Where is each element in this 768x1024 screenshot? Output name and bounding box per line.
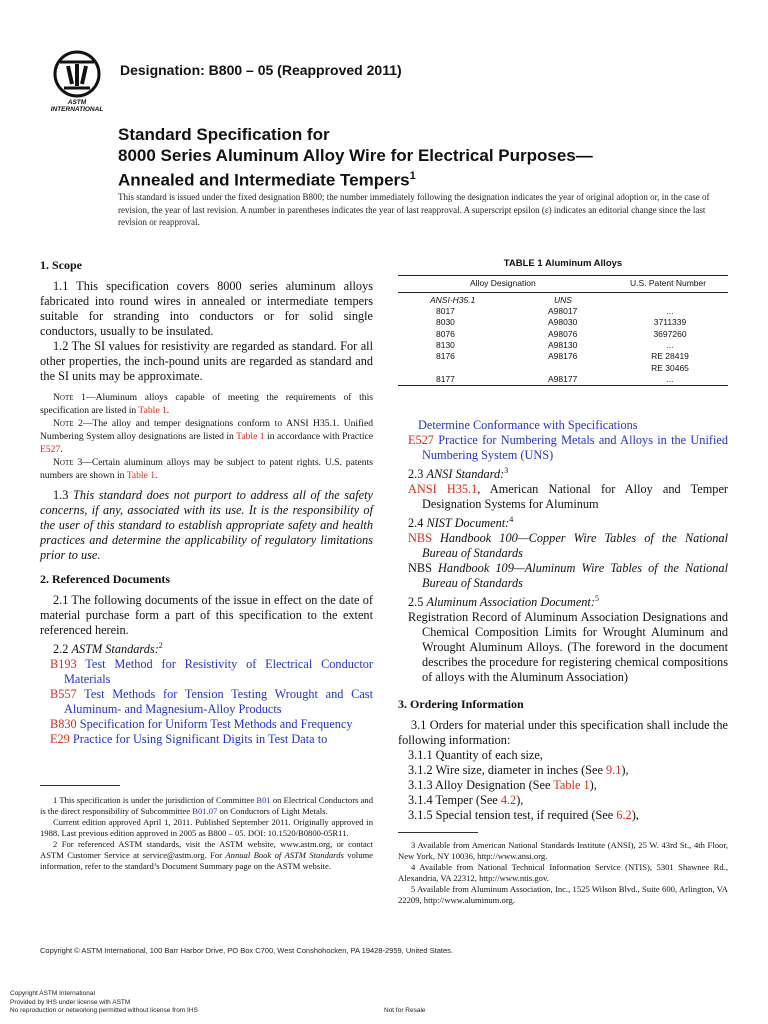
table-1-link[interactable]: Table 1: [236, 431, 265, 442]
ref-b557[interactable]: B557 Test Methods for Tension Testing Wrought and Cast Aluminum- and Magnesium-Alloy Products: [50, 687, 373, 717]
table-cell-patent: ...: [666, 339, 674, 350]
para-2-5: 2.5 Aluminum Association Document:$^5$: [408, 594, 599, 610]
table-cell-patent: ...: [666, 306, 674, 316]
para-1-3: 1.3 This standard does not purport to address all of the safety concerns, if any, associated with its use. It is the responsibility of the user of this standard to establish appropriate safety and health practices and determine the applicability of regulatory limitations prior to use.: [40, 488, 373, 562]
table-cell-uns: A98177: [548, 373, 578, 384]
designation: Designation: B800 – 05 (Reapproved 2011): [120, 62, 402, 78]
table-cell-patent: RE 28419: [651, 351, 689, 362]
title-line-2: 8000 Series Aluminum Alloy Wire for Electrical Purposes—: [118, 146, 593, 165]
section-link[interactable]: Table 1: [553, 778, 590, 793]
table-1: [398, 258, 728, 386]
table-cell-uns: A98017: [548, 306, 578, 316]
subcol-ansi: ANSI-H35.1: [430, 295, 476, 305]
registration-record: Registration Record of Aluminum Association Designations and Chemical Composition Limits for Wrought Aluminum and Wrought Aluminum Alloys. (The foreword in the document describes the procedure for registering chemical compositions of alloys with the Aluminum Association): [408, 610, 728, 685]
issuance-notice: This standard is issued under the fixed designation B800; the number immediately following the designation indicates the year of original adoption or, in the case of revision, the year of last revision. A number in parentheses indicates the year of last reapproval. A superscript epsilon (ε) indicates an editorial change since the last revision or reapproval.: [118, 192, 710, 227]
table-cell-ansi: 8017: [436, 306, 455, 316]
table-cell-ansi: 8176: [436, 351, 455, 362]
table-cell-ansi: 8030: [436, 317, 455, 328]
table-cell-patent: RE 30465: [651, 362, 689, 373]
table-cell-uns: A98076: [548, 328, 578, 339]
table-1-link[interactable]: Table 1: [138, 405, 167, 416]
title-line-3: Annealed and Intermediate Tempers$^1$: [118, 170, 416, 190]
footnote-5: 5 Available from Aluminum Association, Inc., 1525 Wilson Blvd., Suite 600, Arlington, VA 22209, http://www.aluminum.org.: [398, 884, 728, 905]
para-2-2: 2.2 ASTM Standards:$^2$: [53, 641, 163, 657]
ref-e527[interactable]: E527 Practice for Numbering Metals and Alloys in the Unified Numbering System (UNS): [408, 433, 728, 462]
ref-e29[interactable]: E29 Practice for Using Significant Digits in Test Data to: [50, 732, 328, 747]
table-cell-patent: 3711339: [653, 317, 687, 328]
not-for-resale: Not for Resale: [384, 1007, 426, 1014]
table-cell-ansi: 8076: [436, 328, 455, 339]
table-cell-uns: A98130: [548, 339, 578, 350]
license-line-2: Provided by IHS under license with ASTM: [10, 998, 131, 1006]
note-3: Note 3—Certain aluminum alloys may be subject to patent rights. U.S. patents numbers are shown in Table 1.: [40, 457, 373, 481]
footnote-4: 4 Available from National Technical Information Service (NTIS), 5301 Shawnee Rd., Alexandria, VA 22312, http://www.ntis.gov.: [398, 862, 728, 883]
ordering-item: 3.1.1 Quantity of each size,: [408, 748, 543, 763]
section-link[interactable]: 4.2: [500, 793, 517, 808]
scope-heading: 1. Scope: [40, 258, 82, 272]
para-1-1: 1.1 This specification covers 8000 series aluminum alloys fabricated into round wires in annealed or intermediate tempers suitable for stranding into conductors or for solid single conductors, usually to be insulated.: [40, 279, 373, 338]
table-cell-uns: A98176: [548, 351, 578, 362]
ordering-item: 3.1.3 Alloy Designation (See Table 1),: [408, 778, 597, 793]
e527-link[interactable]: E527: [40, 444, 61, 455]
table-caption: TABLE 1 Aluminum Alloys: [503, 258, 623, 269]
ordering-item: 3.1.4 Temper (See 4.2),: [408, 793, 524, 808]
table-cell-uns: A98030: [548, 317, 578, 328]
table-cell-ansi: 8130: [436, 339, 455, 350]
para-3-1: 3.1 Orders for material under this specification shall include the following information:: [398, 718, 728, 748]
note-1: Note 1—Aluminum alloys capable of meeting the requirements of this specification are listed in Table 1.: [40, 392, 373, 416]
footnote-rule: [40, 785, 120, 786]
ref-b830[interactable]: B830 Specification for Uniform Test Methods and Frequency: [50, 717, 353, 732]
license-lines: [10, 990, 198, 1016]
footnote-1: 1 This specification is under the jurisdiction of Committee B01 on Electrical Conductors and is the direct responsibility of Subcommittee B01.07 on Conductors of Light Metals.: [40, 795, 374, 816]
scope-section: [40, 258, 373, 563]
refdocs-heading: 2. Referenced Documents: [40, 572, 171, 586]
ordering-item: 3.1.2 Wire size, diameter in inches (See 9.1),: [408, 763, 629, 778]
table-cell-patent: 3697260: [653, 328, 687, 339]
footnotes-left: [40, 795, 373, 872]
referenced-documents-section: [40, 572, 373, 747]
section-link[interactable]: 9.1: [606, 763, 622, 778]
license-line-3: No reproduction or networking permitted without license from IHS: [10, 1007, 198, 1014]
ordering-items: [398, 748, 728, 823]
logo-text: ASTM INTERNATIONAL: [50, 99, 104, 113]
para-2-4: 2.4 NIST Document:$^4$: [408, 515, 514, 531]
col-patent-number: U.S. Patent Number: [630, 278, 707, 288]
ref-b193[interactable]: B193 Test Method for Resistivity of Electrical Conductor Materials: [50, 657, 373, 687]
ref-nbs-100[interactable]: NBS Handbook 100—Copper Wire Tables of the National Bureau of Standards: [408, 531, 728, 561]
footnote-1-edition: Current edition approved April 1, 2011. Published September 2011. Originally approved in 1988. Last previous edition approved in 2005 as B800 – 05. DOI: 10.1520/B0800-05R11.: [40, 817, 373, 838]
astm-logo: [42, 48, 112, 113]
table-1-link[interactable]: Table 1: [126, 470, 156, 481]
para-1-2: 1.2 The SI values for resistivity are regarded as standard. For all other properties, the inch-pound units are regarded as standard and the SI units may be approximate.: [40, 339, 373, 383]
license-line-1: Copyright ASTM International: [10, 990, 95, 997]
table-header: [398, 275, 728, 293]
ref-nbs-109: NBS Handbook 109—Aluminum Wire Tables of the National Bureau of Standards: [408, 561, 728, 591]
ordering-heading: 3. Ordering Information: [398, 697, 524, 712]
subcol-uns: UNS: [554, 295, 572, 305]
column-2: [398, 418, 728, 823]
table-body: [398, 293, 728, 386]
title-line-1: Standard Specification for: [118, 125, 330, 144]
ref-ansi-h35-1[interactable]: ANSI H35.1, American National for Alloy and Temper Designation Systems for Aluminum: [408, 482, 729, 512]
para-2-3: 2.3 ANSI Standard:$^3$: [408, 466, 509, 482]
table-cell-ansi: 8177: [436, 373, 455, 384]
footnote-rule: [398, 832, 478, 833]
note-2: Note 2—The alloy and temper designations conform to ANSI H35.1. Unified Numbering System alloy designations are listed in Table 1 in accordance with Practice E527.: [40, 418, 374, 455]
table-cell-patent: ...: [666, 373, 674, 384]
section-link[interactable]: 6.2: [616, 808, 632, 823]
ordering-item: 3.1.5 Special tension test, if required (See 6.2),: [408, 808, 639, 823]
copyright-line: Copyright © ASTM International, 100 Barr Harbor Drive, PO Box C700, West Conshohocken, PA 19428-2959, United States.: [40, 946, 453, 955]
footnotes-right: [398, 840, 728, 906]
e29-continuation[interactable]: Determine Conformance with Specifications: [418, 418, 638, 432]
col-alloy-designation: Alloy Designation: [470, 278, 536, 288]
para-2-1: 2.1 The following documents of the issue in effect on the date of material purchase form a part of this specification to the extent referenced herein.: [40, 593, 373, 637]
footnote-3: 3 Available from American National Standards Institute (ANSI), 25 W. 43rd St., 4th Floor, New York, NY 10036, http://www.ansi.org.: [398, 840, 728, 861]
footnote-2: 2 For referenced ASTM standards, visit the ASTM website, www.astm.org, or contact ASTM Customer Service at service@astm.org. For Annual Book of ASTM Standards volume information, refer to the standard’s Document Summary page on the ASTM website.: [40, 839, 373, 871]
document-title: [118, 124, 718, 191]
